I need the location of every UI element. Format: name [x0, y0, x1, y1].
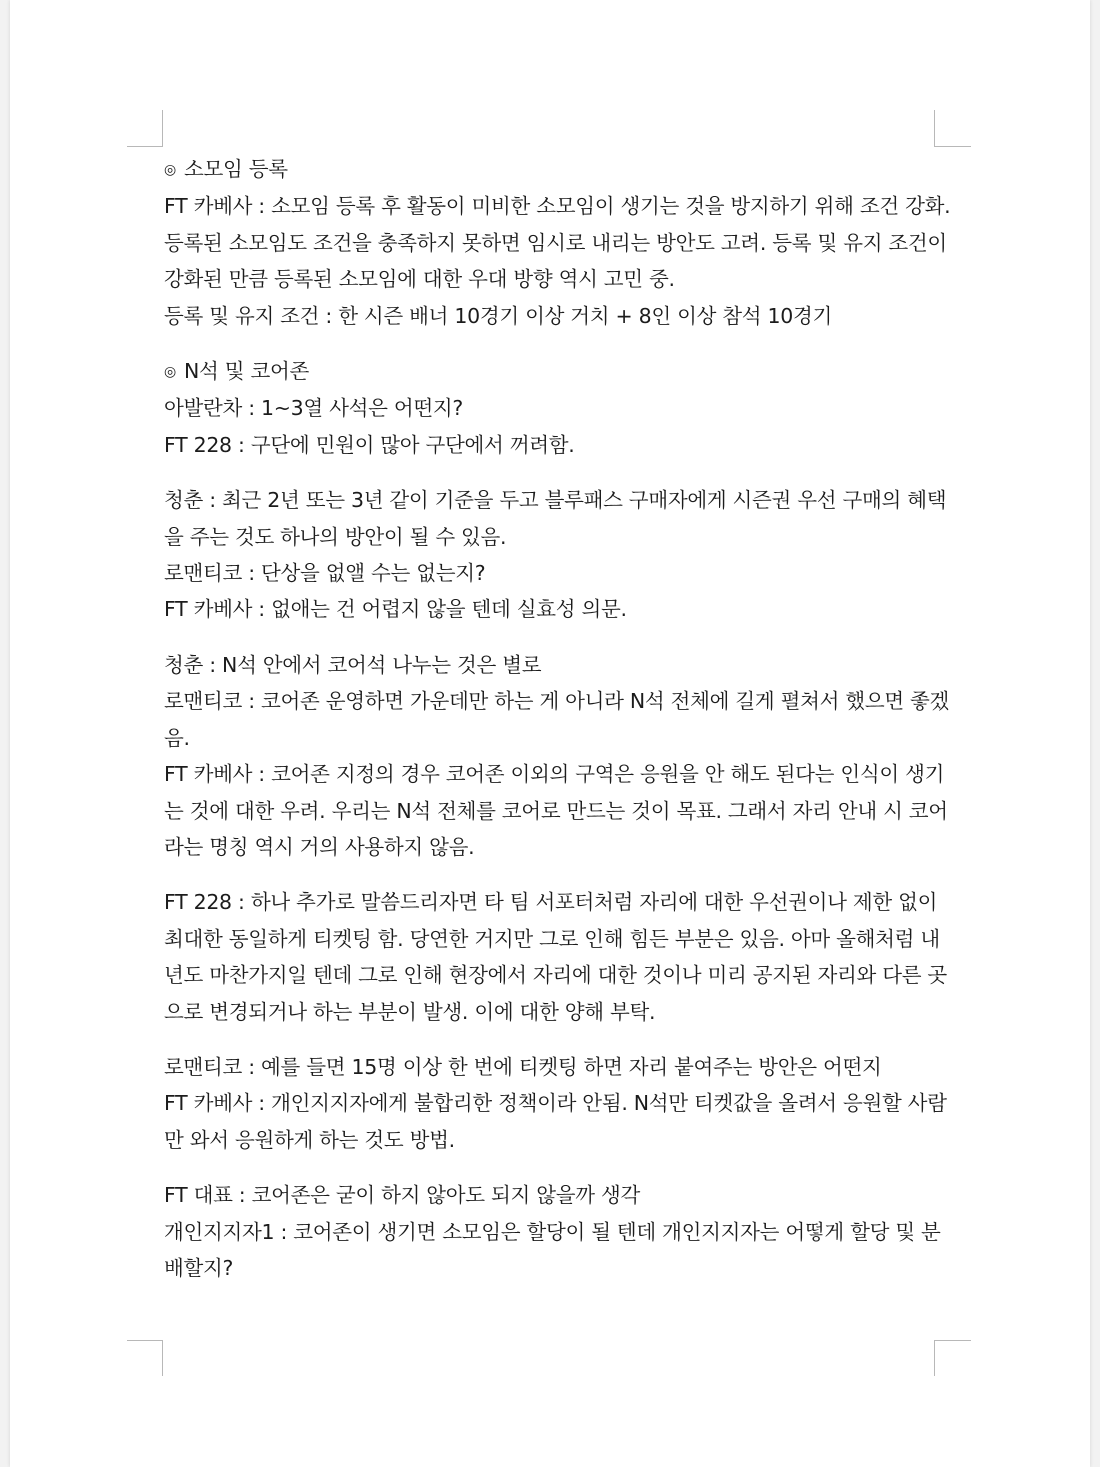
- discussion-block: [164, 1049, 954, 1158]
- paragraph-line: FT 대표 : 코어존은 굳이 하지 않아도 되지 않을까 생각: [164, 1183, 640, 1208]
- document-body: [164, 151, 957, 1305]
- crop-mark-top-left-h: [127, 146, 163, 147]
- paragraph-line: 개인지지자1 : 코어존이 생기면 소모임은 할당이 될 텐데 개인지지자는 어떻게 할당 및 분배할지?: [164, 1219, 941, 1280]
- crop-mark-top-left-v: [162, 110, 163, 147]
- crop-mark-bottom-right-h: [934, 1340, 971, 1341]
- crop-mark-top-right-v: [934, 110, 935, 147]
- section-heading: ◎ N석 및 코어존: [164, 353, 954, 390]
- paragraph-line: FT 카베사 : 없애는 건 어렵지 않을 텐데 실효성 의문.: [164, 597, 627, 622]
- discussion-block: [164, 1177, 954, 1286]
- paragraph-line: 로맨티코 : 단상을 없앨 수는 없는지?: [164, 561, 486, 586]
- discussion-block: [164, 884, 954, 1030]
- paragraph-line: 아발란차 : 1~3열 사석은 어떤지?: [164, 396, 463, 421]
- paragraph-line: FT 228 : 하나 추가로 말씀드리자면 타 팀 서포터처럼 자리에 대한 우선권이나 제한 없이 최대한 동일하게 티켓팅 함. 당연한 거지만 그로 인해 힘든 부분은 있음. 아마 올해처럼 내년도 마찬가지일 텐데 그로 인해 현장에서 자리에 대한 것이나 미리 공지된 자리와 다른 곳으로 변경되거나 하는 부분이 발생. 이에 대한 양해 부탁.: [164, 890, 947, 1024]
- paragraph-line: 로맨티코 : 예를 들면 15명 이상 한 번에 티켓팅 하면 자리 붙여주는 방안은 어떤지: [164, 1054, 882, 1079]
- bullseye-bullet-icon: ◎: [164, 162, 176, 178]
- paragraph-line: 등록 및 유지 조건 : 한 시즌 배너 10경기 이상 거치 + 8인 이상 참석 10경기: [164, 303, 833, 328]
- section-club-registration: [164, 151, 957, 334]
- paragraph-line: 로맨티코 : 코어존 운영하면 가운데만 하는 게 아니라 N석 전체에 길게 펼쳐서 했으면 좋겠음.: [164, 689, 950, 750]
- paragraph-line: FT 카베사 : 소모임 등록 후 활동이 미비한 소모임이 생기는 것을 방지하기 위해 조건 강화. 등록된 소모임도 조건을 충족하지 못하면 임시로 내리는 방안도 고려. 등록 및 유지 조건이 강화된 만큼 등록된 소모임에 대한 우대 방향 역시 고민 중.: [164, 194, 957, 292]
- bullseye-bullet-icon: ◎: [164, 364, 176, 381]
- section-n-stand-core-zone: [164, 353, 954, 463]
- section-heading: ◎ 소모임 등록: [164, 151, 954, 188]
- discussion-block: [164, 482, 954, 628]
- discussion-block: [164, 647, 954, 865]
- crop-mark-bottom-left-v: [162, 1340, 163, 1376]
- crop-mark-bottom-right-v: [934, 1340, 935, 1376]
- crop-mark-bottom-left-h: [127, 1340, 163, 1341]
- paragraph-line: FT 228 : 구단에 민원이 많아 구단에서 꺼려함.: [164, 432, 575, 457]
- paragraph-line: 청춘 : N석 안에서 코어석 나누는 것은 별로: [164, 652, 542, 677]
- crop-mark-top-right-h: [934, 146, 971, 147]
- paragraph-line: 청춘 : 최근 2년 또는 3년 같이 기준을 두고 블루패스 구매자에게 시즌권 우선 구매의 혜택을 주는 것도 하나의 방안이 될 수 있음.: [164, 488, 947, 549]
- document-page: [10, 0, 1090, 1467]
- paragraph-line: FT 카베사 : 코어존 지정의 경우 코어존 이외의 구역은 응원을 안 해도 된다는 인식이 생기는 것에 대한 우려. 우리는 N석 전체를 코어로 만드는 것이 목표. 그래서 자리 안내 시 코어라는 명칭 역시 거의 사용하지 않음.: [164, 762, 948, 859]
- paragraph-line: FT 카베사 : 개인지지자에게 불합리한 정책이라 안됨. N석만 티켓값을 올려서 응원할 사람만 와서 응원하게 하는 것도 방법.: [164, 1091, 947, 1152]
